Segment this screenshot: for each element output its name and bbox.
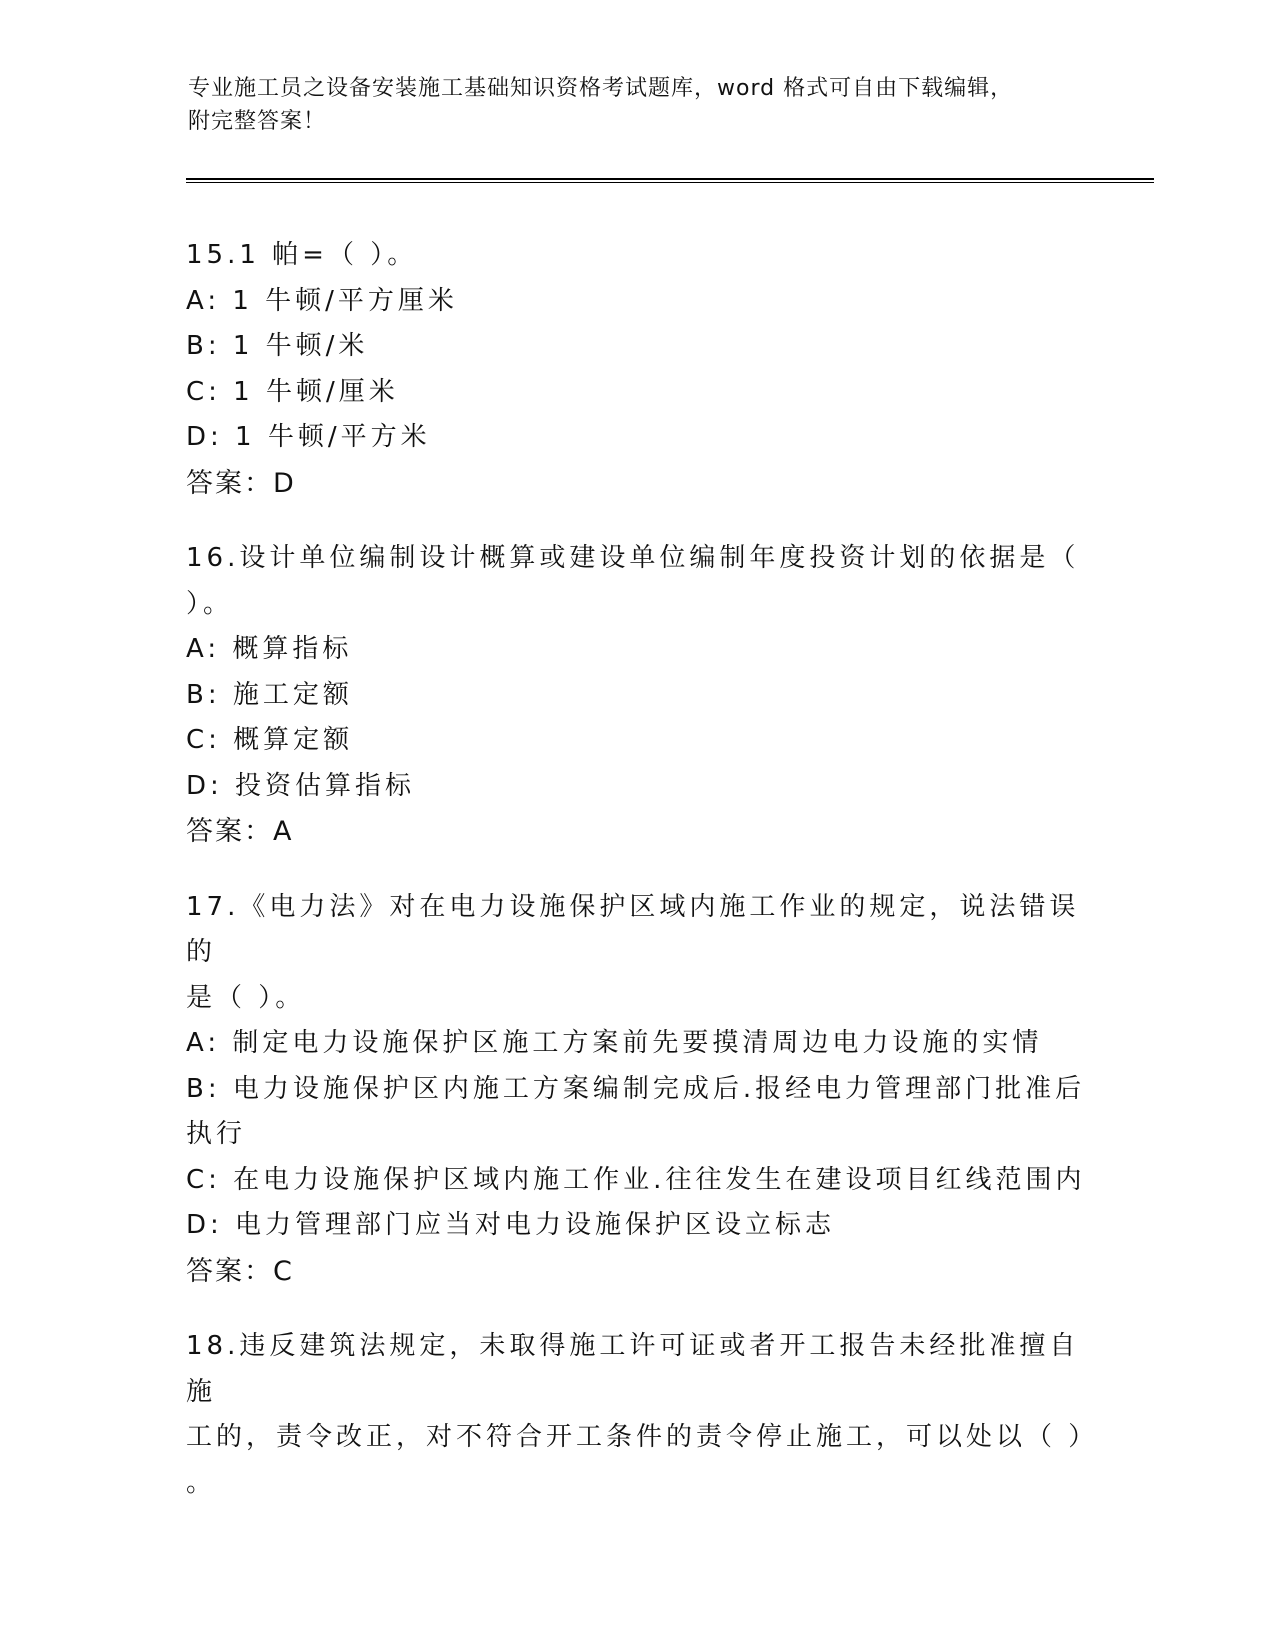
- document-header: [188, 72, 1088, 138]
- option-a: A: 概算指标: [186, 634, 353, 664]
- option-b: B: 施工定额: [186, 679, 353, 710]
- header-line-1: 专业施工员之设备安装施工基础知识资格考试题库，word 格式可自由下载编辑，: [188, 76, 1014, 101]
- question-stem-line-2: 是（ ）。: [186, 982, 306, 1013]
- option-a: A: 制定电力设施保护区施工方案前先要摸清周边电力设施的实情: [186, 1028, 1043, 1058]
- option-c: C: 在电力设施保护区域内施工作业.往往发生在建设项目红线范围内: [186, 1164, 1086, 1195]
- question-stem-line-3: 。: [186, 1467, 217, 1498]
- question-18: [186, 1324, 1099, 1506]
- answer-line: 答案：C: [186, 1255, 294, 1287]
- question-16: [186, 536, 1086, 855]
- question-stem: 15.1 帕=（ ）。: [186, 240, 418, 270]
- header-divider: [186, 178, 1154, 180]
- question-stem-line-1: 16.设计单位编制设计概算或建设单位编制年度投资计划的依据是（: [186, 543, 1080, 573]
- question-stem-line-1: 18.违反建筑法规定，未取得施工许可证或者开工报告未经批准擅自施: [186, 1331, 1080, 1407]
- option-b-line-2: 执行: [186, 1119, 247, 1149]
- option-d: D: 电力管理部门应当对电力设施保护区设立标志: [186, 1210, 836, 1240]
- question-stem-line-2: 工的，责令改正，对不符合开工条件的责令停止施工，可以处以（ ）: [186, 1422, 1099, 1452]
- header-line-2: 附完整答案！: [188, 109, 327, 134]
- answer-line: 答案：D: [186, 467, 296, 499]
- header-divider-thin: [186, 182, 1154, 183]
- answer-line: 答案：A: [186, 816, 294, 847]
- option-b-line-1: B: 电力设施保护区内施工方案编制完成后.报经电力管理部门批准后: [186, 1073, 1086, 1104]
- option-b: B: 1 牛顿/米: [186, 331, 369, 361]
- option-c: C: 1 牛顿/厘米: [186, 376, 399, 407]
- question-stem-line-2: ）。: [186, 588, 234, 619]
- option-d: D: 1 牛顿/平方米: [186, 422, 431, 452]
- option-a: A: 1 牛顿/平方厘米: [186, 285, 458, 316]
- question-stem-line-1: 17.《电力法》对在电力设施保护区域内施工作业的规定，说法错误的: [186, 891, 1080, 967]
- question-17: [186, 885, 1086, 1295]
- option-c: C: 概算定额: [186, 725, 354, 755]
- question-list: [186, 233, 1099, 1536]
- question-15: [186, 233, 1086, 506]
- option-d: D: 投资估算指标: [186, 770, 416, 801]
